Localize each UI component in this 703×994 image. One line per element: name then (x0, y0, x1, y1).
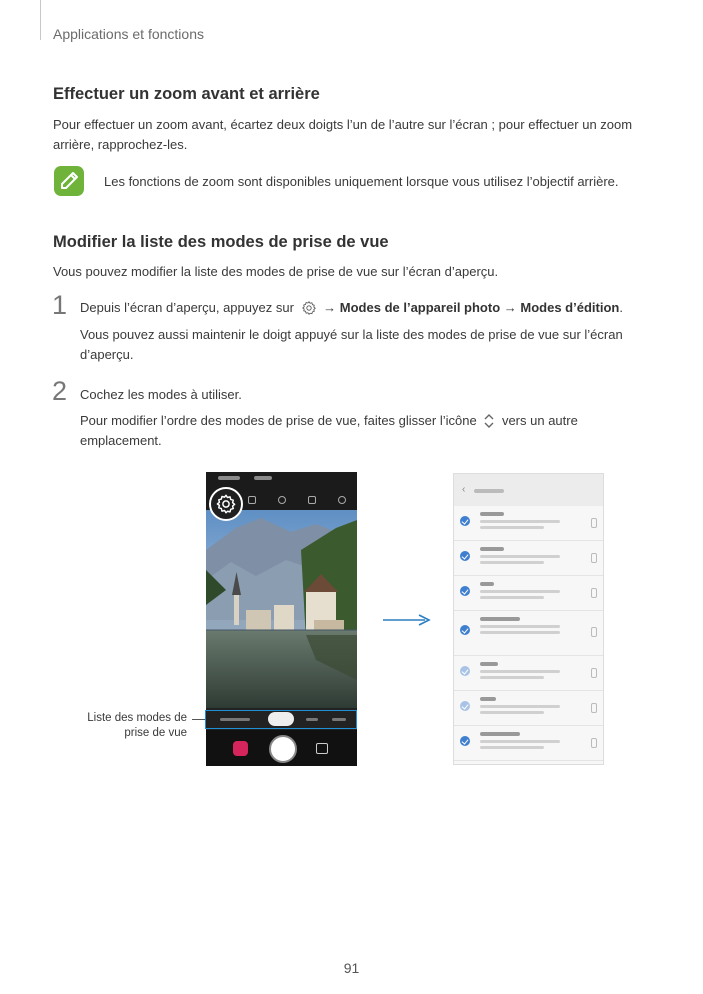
flower-effects-icon[interactable] (233, 741, 248, 756)
mode-list-highlight (205, 710, 357, 729)
menu-camera-modes: Modes de l’appareil photo (339, 300, 501, 315)
switch-camera-icon[interactable] (316, 743, 328, 754)
menu-edit-modes: Modes d’édition (520, 300, 620, 315)
step-2-instruction: Cochez les modes à utiliser. (80, 387, 242, 402)
caption-leader-line (192, 719, 205, 720)
step-1-detail: Vous pouvez aussi maintenir le doigt appuyé sur la liste des modes de prise de vue sur l’écran d’aperçu. (80, 327, 623, 362)
checkbox-icon[interactable] (460, 736, 470, 746)
reorder-handle-icon[interactable] (591, 518, 597, 528)
step-1-end: . (619, 300, 623, 315)
mode-row[interactable] (454, 576, 604, 611)
step-2-detail-start: Pour modifier l’ordre des modes de prise de vue, faites glisser l’icône (80, 413, 477, 428)
page-number: 91 (343, 960, 360, 976)
arrow-2: → (503, 300, 517, 315)
checkbox-icon[interactable] (460, 625, 470, 635)
edit-modes-screenshot (453, 473, 604, 765)
checkbox-icon[interactable] (460, 586, 470, 596)
mode-row[interactable] (454, 726, 604, 761)
figure-caption: Liste des modes de prise de vue (87, 712, 187, 739)
reorder-handle-icon (483, 413, 495, 429)
step-number-1: 1 (52, 290, 68, 320)
mode-row[interactable] (454, 541, 604, 576)
gear-icon (301, 300, 317, 316)
checkbox-icon[interactable] (460, 516, 470, 526)
mode-row[interactable] (454, 656, 604, 691)
mode-row[interactable] (454, 506, 604, 541)
section-title-modes: Modifier la liste des modes de prise de vue (53, 233, 389, 251)
reorder-handle-icon[interactable] (591, 738, 597, 748)
checkbox-icon[interactable] (460, 666, 470, 676)
chapter-title: Applications et fonctions (53, 26, 204, 42)
landscape-photo (206, 510, 357, 708)
step-2-detail (80, 411, 640, 451)
back-chevron-icon[interactable]: ‹ (462, 484, 466, 495)
reorder-handle-icon[interactable] (591, 588, 597, 598)
edit-modes-header (454, 474, 604, 506)
mode-row[interactable] (454, 761, 604, 765)
step-number-2: 2 (52, 376, 68, 406)
header-rule (40, 0, 41, 40)
section-title-zoom: Effectuer un zoom avant et arrière (53, 85, 320, 103)
camera-settings-button[interactable] (209, 487, 243, 521)
reorder-handle-icon[interactable] (591, 627, 597, 637)
reorder-handle-icon[interactable] (591, 668, 597, 678)
note-pencil-icon (53, 165, 85, 197)
zoom-note: Les fonctions de zoom sont disponibles uniquement lorsque vous utilisez l’objectif arrière. (104, 174, 619, 189)
modes-intro: Vous pouvez modifier la liste des modes de prise de vue sur l’écran d’aperçu. (53, 264, 499, 279)
camera-top-bar (206, 472, 357, 488)
arrow-1: → (323, 300, 337, 315)
mode-row[interactable] (454, 611, 604, 656)
checkbox-icon[interactable] (460, 701, 470, 711)
reorder-handle-icon[interactable] (591, 553, 597, 563)
reorder-handle-icon[interactable] (591, 703, 597, 713)
gear-icon (215, 493, 237, 515)
checkbox-icon[interactable] (460, 551, 470, 561)
step-2-detail-end: vers un autre emplacement. (80, 413, 578, 448)
mode-row[interactable] (454, 691, 604, 726)
right-arrow-icon (383, 612, 431, 628)
camera-bottom-bar (206, 730, 357, 766)
shutter-button[interactable] (269, 735, 297, 763)
zoom-paragraph: Pour effectuer un zoom avant, écartez deux doigts l’un de l’autre sur l’écran ; pour effectuer un zoom arrière, rapprochez-les. (53, 117, 633, 152)
step-1-text: Depuis l’écran d’aperçu, appuyez sur (80, 300, 294, 315)
step-1-instruction (80, 298, 623, 318)
